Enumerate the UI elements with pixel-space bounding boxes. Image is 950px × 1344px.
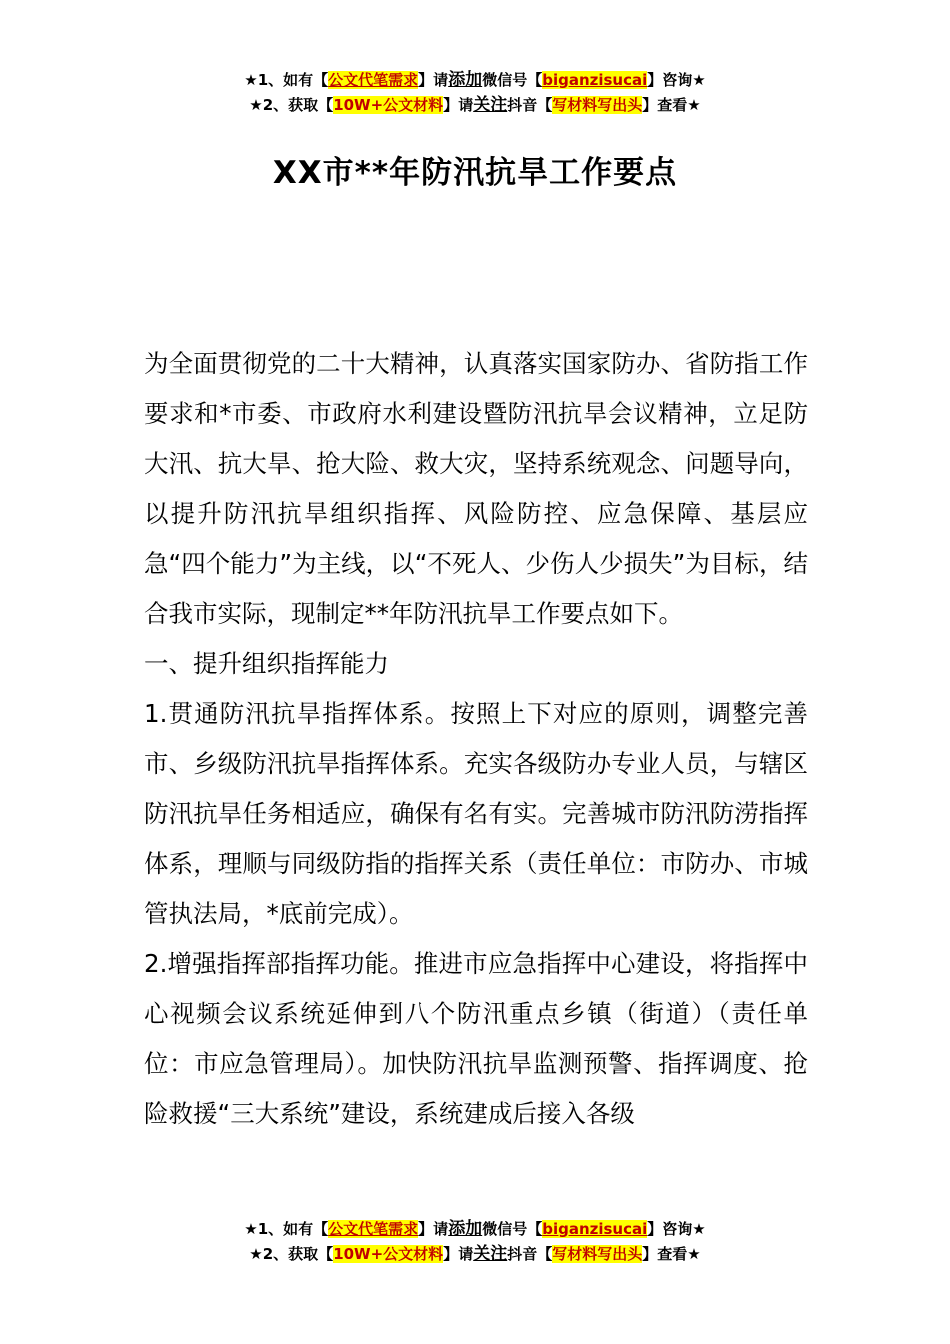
document-body (144, 339, 808, 1139)
paragraph-item-1: 1.贯通防汛抗旱指挥体系。按照上下对应的原则，调整完善市、乡级防汛抗旱指挥体系。充实各级防办专业人员，与辖区防汛抗旱任务相适应，确保有名有实。完善城市防汛防涝指挥体系，理顺与同级防指的指挥关系（责任单位：市防办、市城管执法局，*底前完成）。 (144, 699, 808, 928)
ad-text: 微信号【 (482, 1220, 543, 1238)
ad-text: 】咨询★ (647, 71, 706, 89)
ad-line-1 (0, 68, 950, 93)
ad-text: 】请 (443, 1245, 474, 1263)
ad-text: ★1、如有【 (244, 1220, 329, 1238)
ad-highlight-materials: 10W+公文材料 (333, 1245, 444, 1263)
ad-text: ★2、获取【 (249, 1245, 334, 1263)
ad-highlight-douyin: 写材料写出头 (552, 96, 643, 114)
ad-line-1 (0, 1217, 950, 1242)
ad-text: 】咨询★ (647, 1220, 706, 1238)
ad-line-2 (0, 93, 950, 118)
ad-text: 】请 (443, 96, 474, 114)
ad-text: 】请 (418, 1220, 449, 1238)
ad-highlight-wechat: biganzisucai (542, 71, 648, 89)
ad-text: 】查看★ (642, 96, 701, 114)
ad-text: 】查看★ (642, 1245, 701, 1263)
ad-text-emphasis: 关注 (473, 95, 508, 115)
paragraph-item-2: 2.增强指挥部指挥功能。推进市应急指挥中心建设，将指挥中心视频会议系统延伸到八个防汛重点乡镇（街道）（责任单位：市应急管理局）。加快防汛抗旱监测预警、指挥调度、抢险救援“三大系统”建设，系统建成后接入各级 (144, 949, 808, 1128)
ad-text: ★1、如有【 (244, 71, 329, 89)
ad-text: 微信号【 (482, 71, 543, 89)
ad-text-emphasis: 添加 (448, 70, 483, 90)
ad-text: 】请 (418, 71, 449, 89)
ad-highlight-materials: 10W+公文材料 (333, 96, 444, 114)
ad-highlight-service: 公文代笔需求 (328, 71, 419, 89)
ad-highlight-wechat: biganzisucai (542, 1220, 648, 1238)
ad-line-2 (0, 1242, 950, 1267)
ad-highlight-douyin: 写材料写出头 (552, 1245, 643, 1263)
ad-text: 抖音【 (507, 96, 553, 114)
ad-text: ★2、获取【 (249, 96, 334, 114)
ad-text: 抖音【 (507, 1245, 553, 1263)
document-title: XX市**年防汛抗旱工作要点 (272, 155, 678, 191)
section-heading: 一、提升组织指挥能力 (144, 649, 389, 678)
ad-highlight-service: 公文代笔需求 (328, 1220, 419, 1238)
paragraph-intro: 为全面贯彻党的二十大精神，认真落实国家防办、省防指工作要求和*市委、市政府水利建设暨防汛抗旱会议精神，立足防大汛、抗大旱、抢大险、救大灾，坚持系统观念、问题导向，以提升防汛抗旱组织指挥、风险防控、应急保障、基层应急“四个能力”为主线，以“不死人、少伤人少损失”为目标，结合我市实际，现制定**年防汛抗旱工作要点如下。 (144, 349, 808, 628)
ad-text-emphasis: 添加 (448, 1219, 483, 1239)
top-ad-banner (0, 68, 950, 118)
ad-text-emphasis: 关注 (473, 1244, 508, 1264)
bottom-ad-banner (0, 1217, 950, 1267)
